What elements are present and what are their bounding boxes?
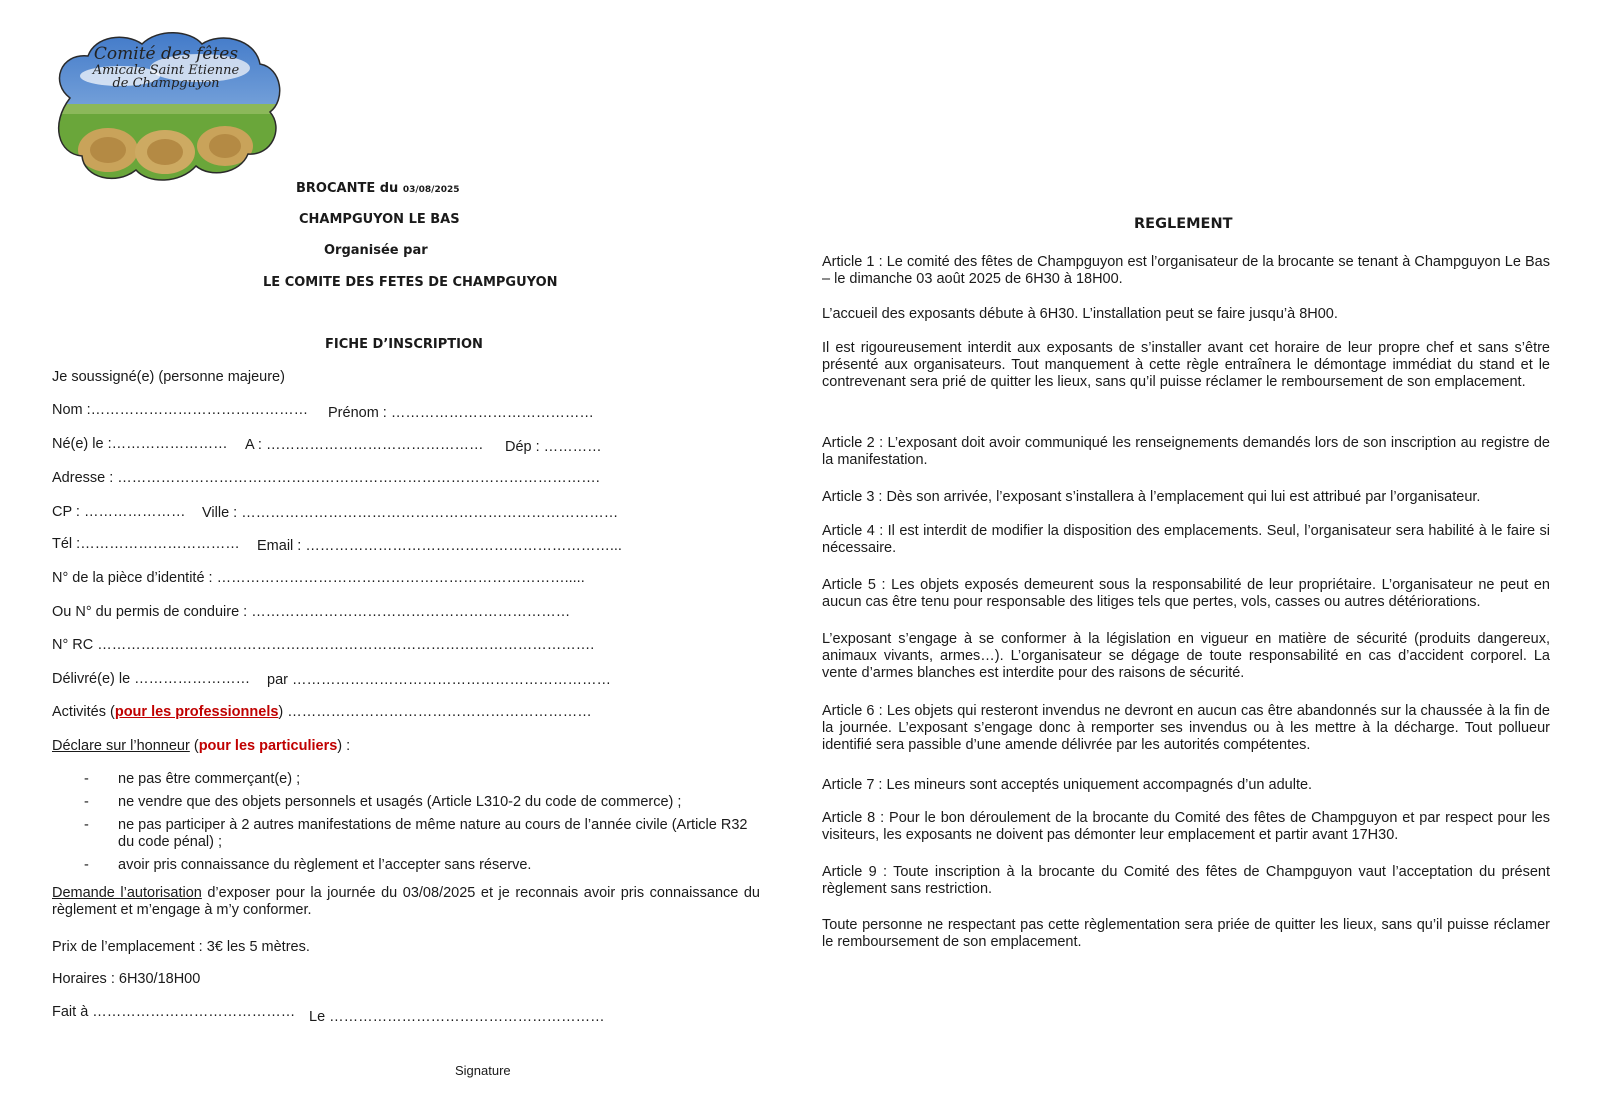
pitch-price: Prix de l’emplacement : 3€ les 5 mètres.: [52, 939, 310, 955]
activities-dots: ) ………………………………………………………: [278, 704, 592, 720]
address-field: Adresse : ……………………………………………………………………………………….: [52, 470, 600, 486]
opening-hours: Horaires : 6H30/18H00: [52, 971, 201, 987]
nom-field: Nom :………………………………………: [52, 402, 309, 418]
birth-date-field: Né(e) le :……………………: [52, 436, 228, 452]
email-field: Email : ………………………………………………………...: [257, 538, 622, 554]
form-title: FICHE D’INSCRIPTION: [325, 337, 483, 352]
declaration-open: (: [189, 738, 199, 754]
authorization-label: Demande l’autorisation: [52, 885, 202, 901]
rc-number-field: N° RC ………………………………………………………………………………………….: [52, 637, 595, 653]
prenom-field: Prénom : ……………………………………: [328, 405, 594, 421]
rules-article: Article 7 : Les mineurs sont acceptés uniquement accompagnés d’un adulte.: [822, 777, 1313, 793]
declaration-label: Déclare sur l’honneur: [52, 738, 190, 754]
declaration-heading: [52, 738, 350, 754]
rules-article: Article 1 : Le comité des fêtes de Champguyon est l’organisateur de la brocante se tenant à Champguyon Le Bas – le dimanche 03 août 2025 de 6H30 à 18H00.: [822, 254, 1550, 287]
declaration-list: [80, 771, 760, 874]
declaration-item: - ne pas être commerçant(e) ;: [80, 771, 760, 788]
declaration-item: - ne pas participer à 2 autres manifestations de même nature au cours de l’année civile (Article R32 du code pénal) ;: [80, 817, 760, 851]
logo-line-3: de Champguyon: [112, 76, 220, 92]
done-on-field: Le …………………………………………………: [309, 1009, 605, 1025]
postal-code-field: CP : …………………: [52, 504, 186, 520]
rules-article: Article 4 : Il est interdit de modifier la disposition des emplacements. Seul, l’organisateur sera habilité à le faire si nécessaire.: [822, 523, 1550, 556]
rules-article: Toute personne ne respectant pas cette règlementation sera priée de quitter les lieux, sans qu’il puisse réclamer le remboursement de son emplacement.: [822, 917, 1550, 950]
place-heading: CHAMPGUYON LE BAS: [299, 212, 460, 227]
birth-place-field: A : ………………………………………: [245, 437, 484, 453]
authorization-request: [52, 885, 760, 919]
activities-field: [52, 704, 592, 720]
rules-article: L’accueil des exposants débute à 6H30. L’installation peut se faire jusqu’à 8H00.: [822, 306, 1338, 322]
declaration-item: - avoir pris connaissance du règlement et l’accepter sans réserve.: [80, 857, 760, 874]
rules-title: REGLEMENT: [1134, 216, 1233, 232]
logo-line-1: Comité des fêtes: [93, 44, 239, 64]
brocante-date: 03/08/2025: [402, 185, 460, 195]
issued-date-field: Délivré(e) le ……………………: [52, 671, 251, 687]
declaration-close: ) :: [337, 738, 351, 754]
license-number-field: Ou N° du permis de conduire : …………………………………………………………: [52, 604, 571, 620]
declaration-individuals-note: pour les particuliers: [198, 738, 338, 754]
phone-field: Tél :……………………………: [52, 536, 240, 552]
signature-label: Signature: [455, 1063, 511, 1078]
brocante-heading: [296, 181, 460, 196]
activities-label: Activités (: [52, 704, 115, 720]
organiser-heading: LE COMITE DES FETES DE CHAMPGUYON: [263, 275, 558, 290]
rules-article: L’exposant s’engage à se conformer à la législation en vigueur en matière de sécurité (produits dangereux, animaux vivants, armes…). L’organisateur se dégage de toute responsabilité en cas d’accident corporel. La vente d’armes blanches est interdite pour des raisons de sécurité.: [822, 631, 1550, 681]
id-number-field: N° de la pièce d’identité : ……………………………………………………………….....: [52, 570, 585, 586]
done-at-field: Fait à ……………………………………: [52, 1004, 296, 1020]
committee-logo: [50, 28, 282, 188]
departement-field: Dép : …………: [505, 439, 602, 455]
issued-by-field: par …………………………………………………………: [267, 672, 611, 688]
city-field: Ville : ……………………………………………………………………: [202, 505, 619, 521]
organised-by-heading: Organisée par: [324, 243, 428, 258]
form-intro: Je soussigné(e) (personne majeure): [52, 369, 285, 385]
rules-article: Article 2 : L’exposant doit avoir communiqué les renseignements demandés lors de son inscription au registre de la manifestation.: [822, 435, 1550, 468]
rules-article: Il est rigoureusement interdit aux exposants de s’installer avant cet horaire de leur propre chef et sans s’être présenté aux organisateurs. Tout manquement à cette règle entraînera le démontage immédiat du stand et le contrevenant sera prié de quitter les lieux, sans qu’il puisse réclamer le remboursement de son emplacement.: [822, 340, 1550, 390]
logo-line-2: Amicale Saint Etienne: [92, 62, 240, 78]
brocante-label: BROCANTE du: [296, 181, 399, 196]
declaration-item: - ne vendre que des objets personnels et usagés (Article L310-2 du code de commerce) ;: [80, 794, 760, 811]
rules-article: Article 3 : Dès son arrivée, l’exposant s’installera à l’emplacement qui lui est attribué par l’organisateur.: [822, 489, 1481, 505]
rules-article: Article 5 : Les objets exposés demeurent sous la responsabilité de leur propriétaire. L’organisateur ne peut en aucun cas être tenu pour responsable des litiges tels que pertes, vols, casses ou autres détériorations.: [822, 577, 1550, 610]
rules-article: Article 9 : Toute inscription à la brocante du Comité des fêtes de Champguyon vaut l’acceptation du présent règlement sans restriction.: [822, 864, 1550, 897]
authorization-text: d’exposer pour la journée du 03/08/2025 et je reconnais avoir pris connaissance du règlement et m’engage à m’y conformer.: [52, 885, 760, 918]
rules-article: Article 6 : Les objets qui resteront invendus ne devront en aucun cas être abandonnés sur la chaussée à la fin de la journée. L’exposant s’engage donc à remporter ses invendus ou à les mettre à la décharge. Tout pollueur identifié sera passible d’une amende délivrée par les autorités compétentes.: [822, 703, 1550, 753]
rules-article: Article 8 : Pour le bon déroulement de la brocante du Comité des fêtes de Champguyon et par respect pour les visiteurs, les exposants ne doivent pas démonter leur emplacement et partir avant 17H30.: [822, 810, 1550, 843]
logo-lettering: [50, 46, 282, 91]
activities-professionals-note: pour les professionnels: [114, 704, 279, 720]
